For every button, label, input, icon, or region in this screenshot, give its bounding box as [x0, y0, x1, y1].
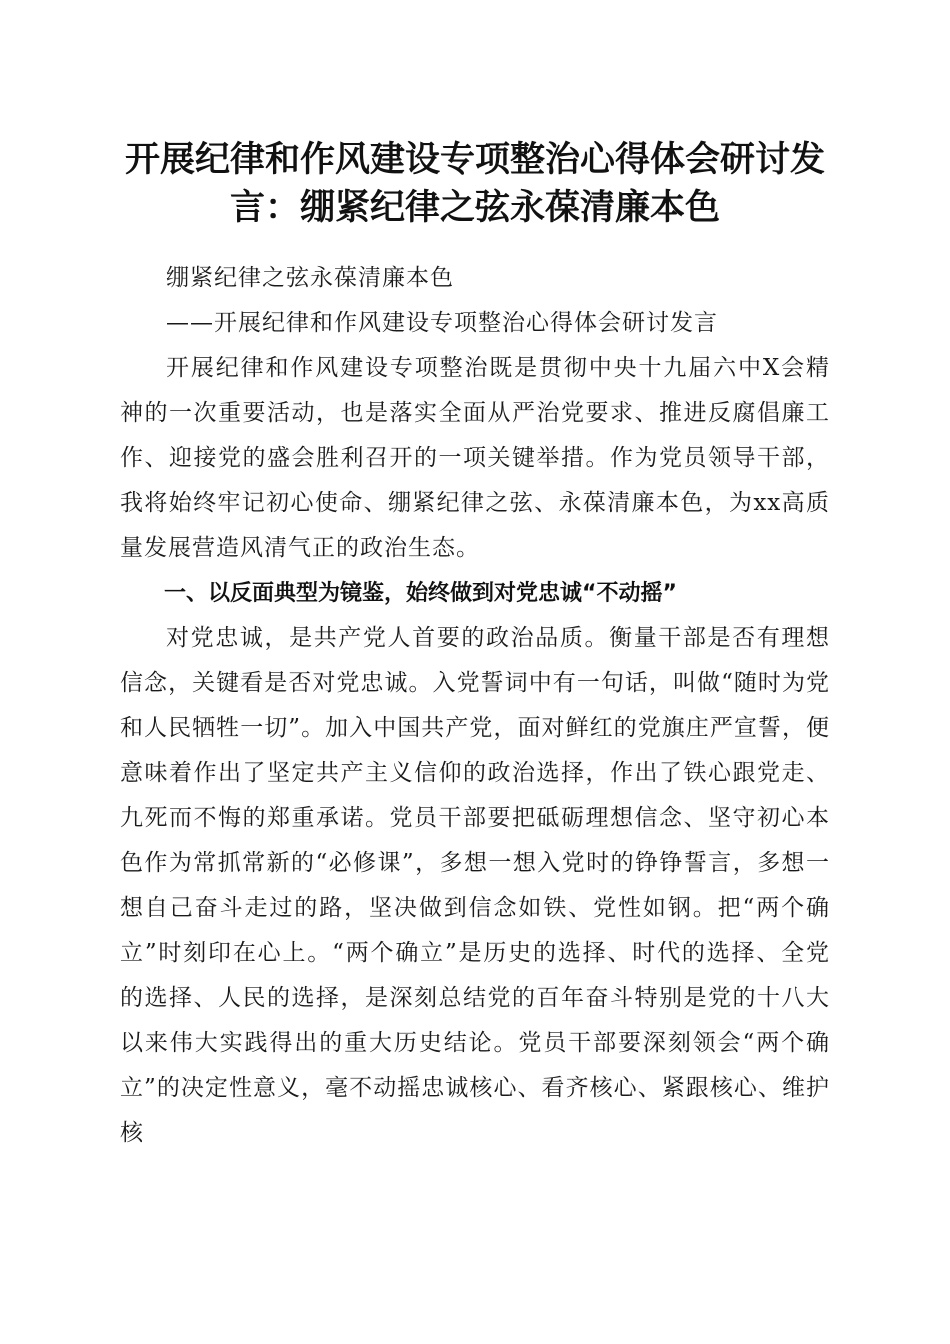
subtitle-sub: ——开展纪律和作风建设专项整治心得体会研讨发言: [166, 310, 718, 336]
subtitle-main: 绷紧纪律之弦永葆清廉本色: [166, 265, 454, 291]
body-paragraph: 对党忠诚，是共产党人首要的政治品质。衡量干部是否有理想信念，关键看是否对党忠诚。入党誓词中有一句话，叫做“随时为党和人民牺牲一切”。加入中国共产党，面对鲜红的党旗庄严宣誓，便意味着作出了坚定共产主义信仰的政治选择，作出了铁心跟党走、九死而不悔的郑重承诺。党员干部要把砥砺理想信念、坚守初心本色作为常抓常新的“必修课”，多想一想入党时的铮铮誓言，多想一想自己奋斗走过的路，坚决做到信念如铁、党性如钢。把“两个确立”时刻印在心上。“两个确立”是历史的选择、时代的选择、全党的选择、人民的选择，是深刻总结党的百年奋斗特别是党的十八大以来伟大实践得出的重大历史结论。党员干部要深刻领会“两个确立”的决定性意义，毫不动摇忠诚核心、看齐核心、紧跟核心、维护核: [120, 625, 830, 1146]
document-title: 开展纪律和作风建设专项整治心得体会研讨发言：绷紧纪律之弦永葆清廉本色: [124, 140, 825, 228]
section-heading: 一、以反面典型为镜鉴，始终做到对党忠诚“不动摇”: [164, 581, 677, 606]
document-body: [120, 256, 830, 1156]
intro-paragraph: 开展纪律和作风建设专项整治既是贯彻中央十九届六中X会精神的一次重要活动，也是落实全面从严治党要求、推进反腐倡廉工作、迎接党的盛会胜利召开的一项关键举措。作为党员领导干部，我将始终牢记初心使命、绷紧纪律之弦、永葆清廉本色，为xx高质量发展营造风清气正的政治生态。: [120, 355, 830, 561]
